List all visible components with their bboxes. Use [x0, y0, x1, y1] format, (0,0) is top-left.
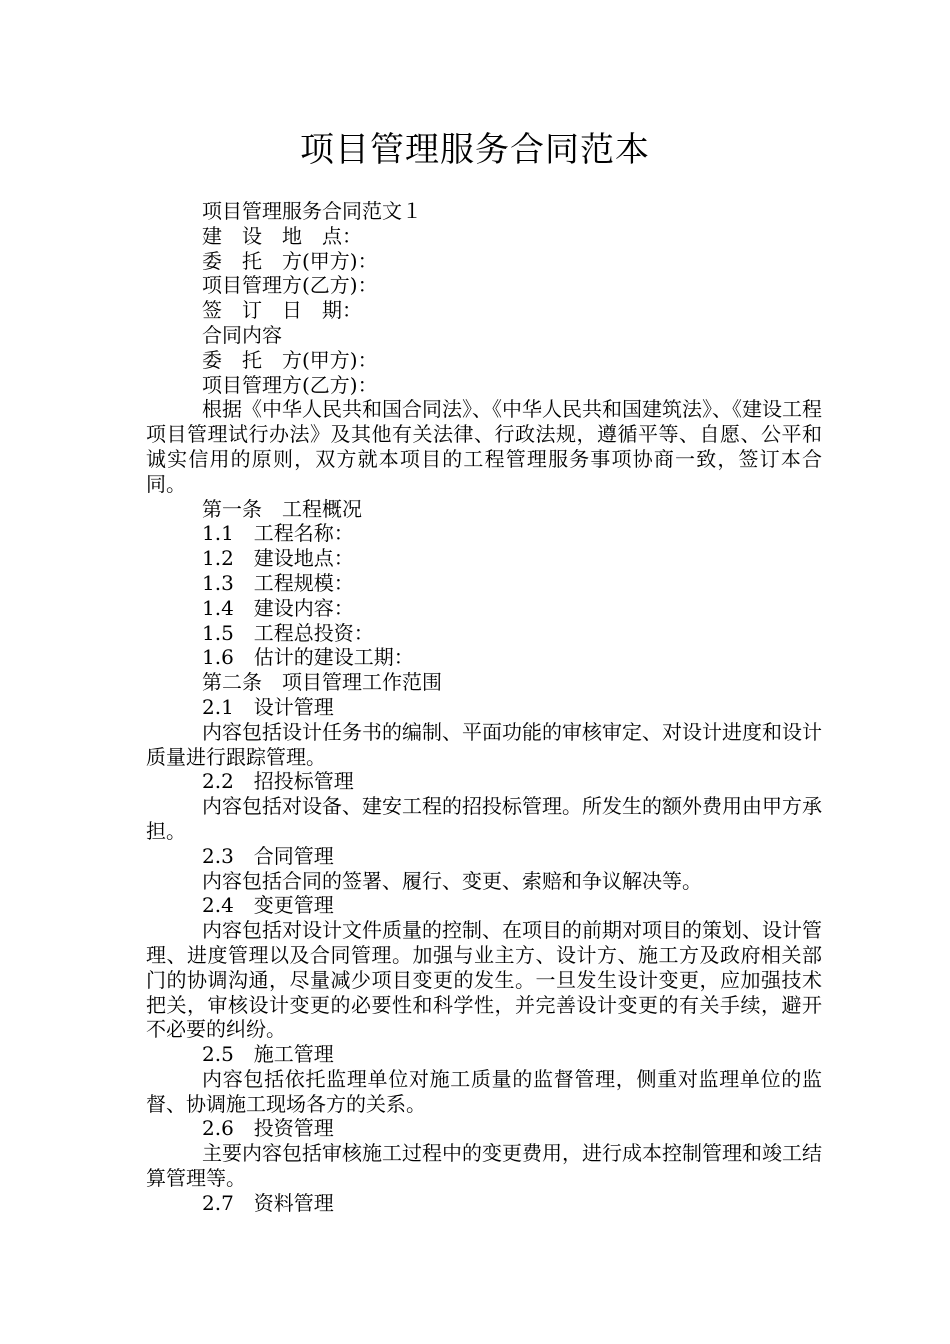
document-paragraph: 第一条 工程概况 [202, 496, 362, 521]
document-paragraph: 2.7 资料管理 [202, 1190, 334, 1215]
document-paragraph: 内容包括合同的签署、履行、变更、索赔和争议解决等。 [202, 868, 702, 893]
document-paragraph: 1.4 建设内容： [202, 595, 354, 620]
document-paragraph: 内容包括设计任务书的编制、平面功能的审核审定、对设计进度和设计质量进行跟踪管理。 [146, 719, 822, 769]
document-paragraph: 根据《中华人民共和国合同法》、《中华人民共和国建筑法》、《建设工程项目管理试行办法》及其他有关法律、行政法规，遵循平等、自愿、公平和诚实信用的原则，双方就本项目的工程管理服务事项协商一致，签订本合同。 [146, 397, 822, 496]
document-paragraph: 1.6 估计的建设工期： [202, 645, 414, 670]
document-paragraph: 2.2 招投标管理 [202, 769, 354, 794]
document-paragraph: 合同内容 [202, 322, 282, 347]
document-paragraph: 1.1 工程名称： [202, 521, 354, 546]
document-paragraph: 2.3 合同管理 [202, 843, 334, 868]
document-paragraph: 内容包括对设备、建安工程的招投标管理。所发生的额外费用由甲方承担。 [146, 794, 822, 843]
document-paragraph: 内容包括依托监理单位对施工质量的监督管理，侧重对监理单位的监督、协调施工现场各方的关系。 [146, 1066, 822, 1116]
document-paragraph: 2.4 变更管理 [202, 893, 334, 918]
document-paragraph: 2.6 投资管理 [202, 1116, 334, 1141]
document-paragraph: 1.5 工程总投资： [202, 620, 374, 645]
document-paragraph: 2.1 设计管理 [202, 694, 334, 719]
document-paragraph: 项目管理方(乙方)： [202, 372, 378, 397]
document-paragraph: 1.3 工程规模： [202, 570, 354, 595]
document-paragraph: 项目管理服务合同范文１ [202, 199, 422, 223]
document-paragraph: 第二条 项目管理工作范围 [202, 670, 442, 695]
document-paragraph: 建 设 地 点： [202, 223, 362, 248]
document-title: 项目管理服务合同范本 [300, 130, 650, 170]
document-paragraph: 委 托 方(甲方)： [202, 248, 378, 273]
document-paragraph: 项目管理方(乙方)： [202, 273, 378, 298]
document-paragraph: 签 订 日 期： [202, 298, 362, 323]
document-paragraph: 委 托 方(甲方)： [202, 347, 378, 372]
document-paragraph: 内容包括对设计文件质量的控制、在项目的前期对项目的策划、设计管理、进度管理以及合同管理。加强与业主方、设计方、施工方及政府相关部门的协调沟通，尽量减少项目变更的发生。一旦发生设计变更，应加强技术把关，审核设计变更的必要性和科学性，并完善设计变更的有关手续，避开不必要的纠纷。 [146, 918, 822, 1042]
document-paragraph: 2.5 施工管理 [202, 1042, 334, 1067]
document-paragraph: 1.2 建设地点： [202, 546, 354, 571]
document-paragraph: 主要内容包括审核施工过程中的变更费用，进行成本控制管理和竣工结算管理等。 [146, 1141, 822, 1191]
document-body [146, 199, 822, 1216]
